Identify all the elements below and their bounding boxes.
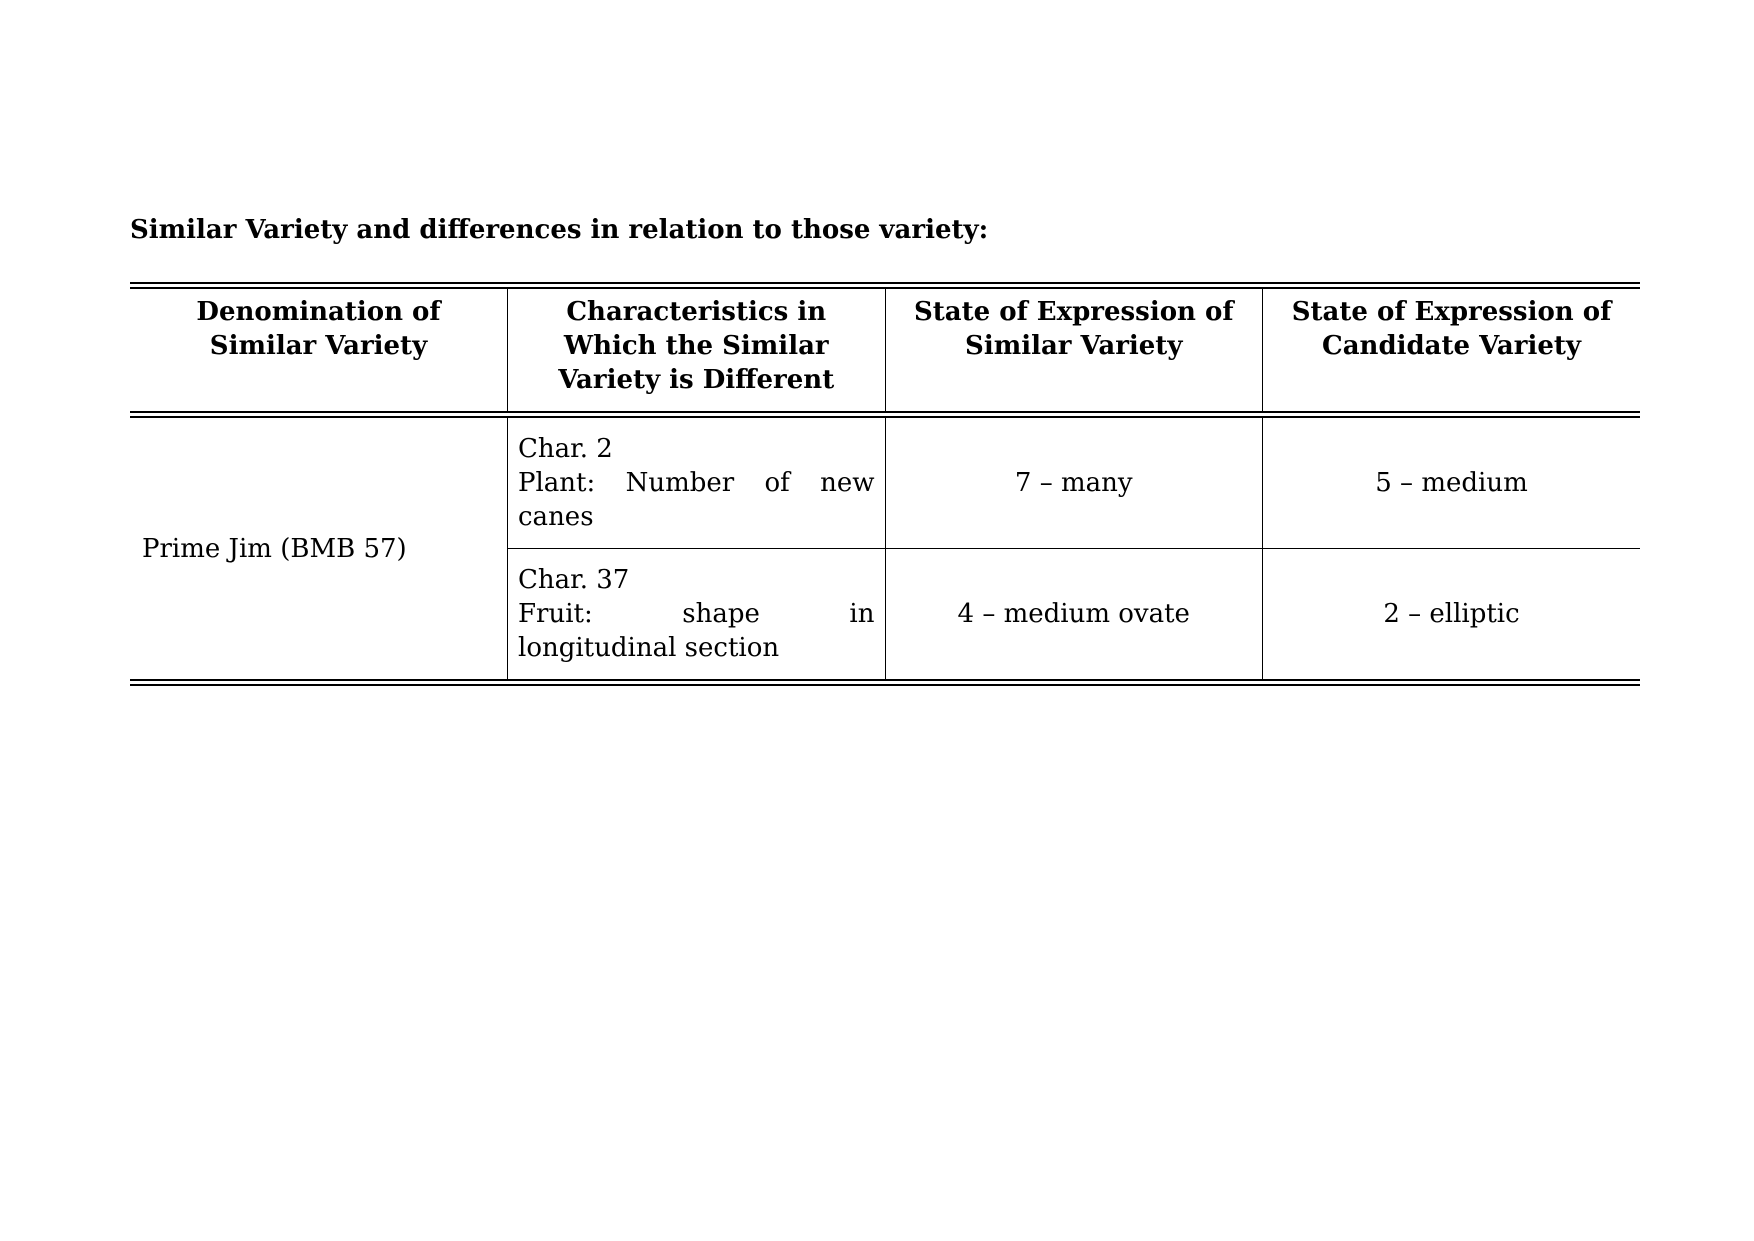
candidate-state-cell: 5 – medium [1263,415,1641,549]
characteristic-description: Fruit: shape in longitudinal section [518,599,875,663]
similar-state-cell: 4 – medium ovate [885,549,1263,683]
header-candidate-state: State of Expression of Candidate Variety [1263,286,1641,415]
candidate-state-cell: 2 – elliptic [1263,549,1641,683]
header-denomination: Denomination of Similar Variety [130,286,508,415]
characteristic-description: Plant: Number of new canes [518,468,875,532]
characteristic-number: Char. 2 [518,434,613,464]
table-row [130,415,1640,549]
similar-state-cell: 7 – many [885,415,1263,549]
header-similar-state: State of Expression of Similar Variety [885,286,1263,415]
characteristic-number: Char. 37 [518,565,630,595]
characteristic-cell [508,549,886,683]
header-characteristics: Characteristics in Which the Similar Variety is Different [508,286,886,415]
page-heading: Similar Variety and differences in relation to those variety: [130,215,989,245]
table-header-row [130,286,1640,415]
characteristic-cell [508,415,886,549]
similar-variety-table [130,282,1640,686]
variety-name-cell: Prime Jim (BMB 57) [142,533,407,564]
